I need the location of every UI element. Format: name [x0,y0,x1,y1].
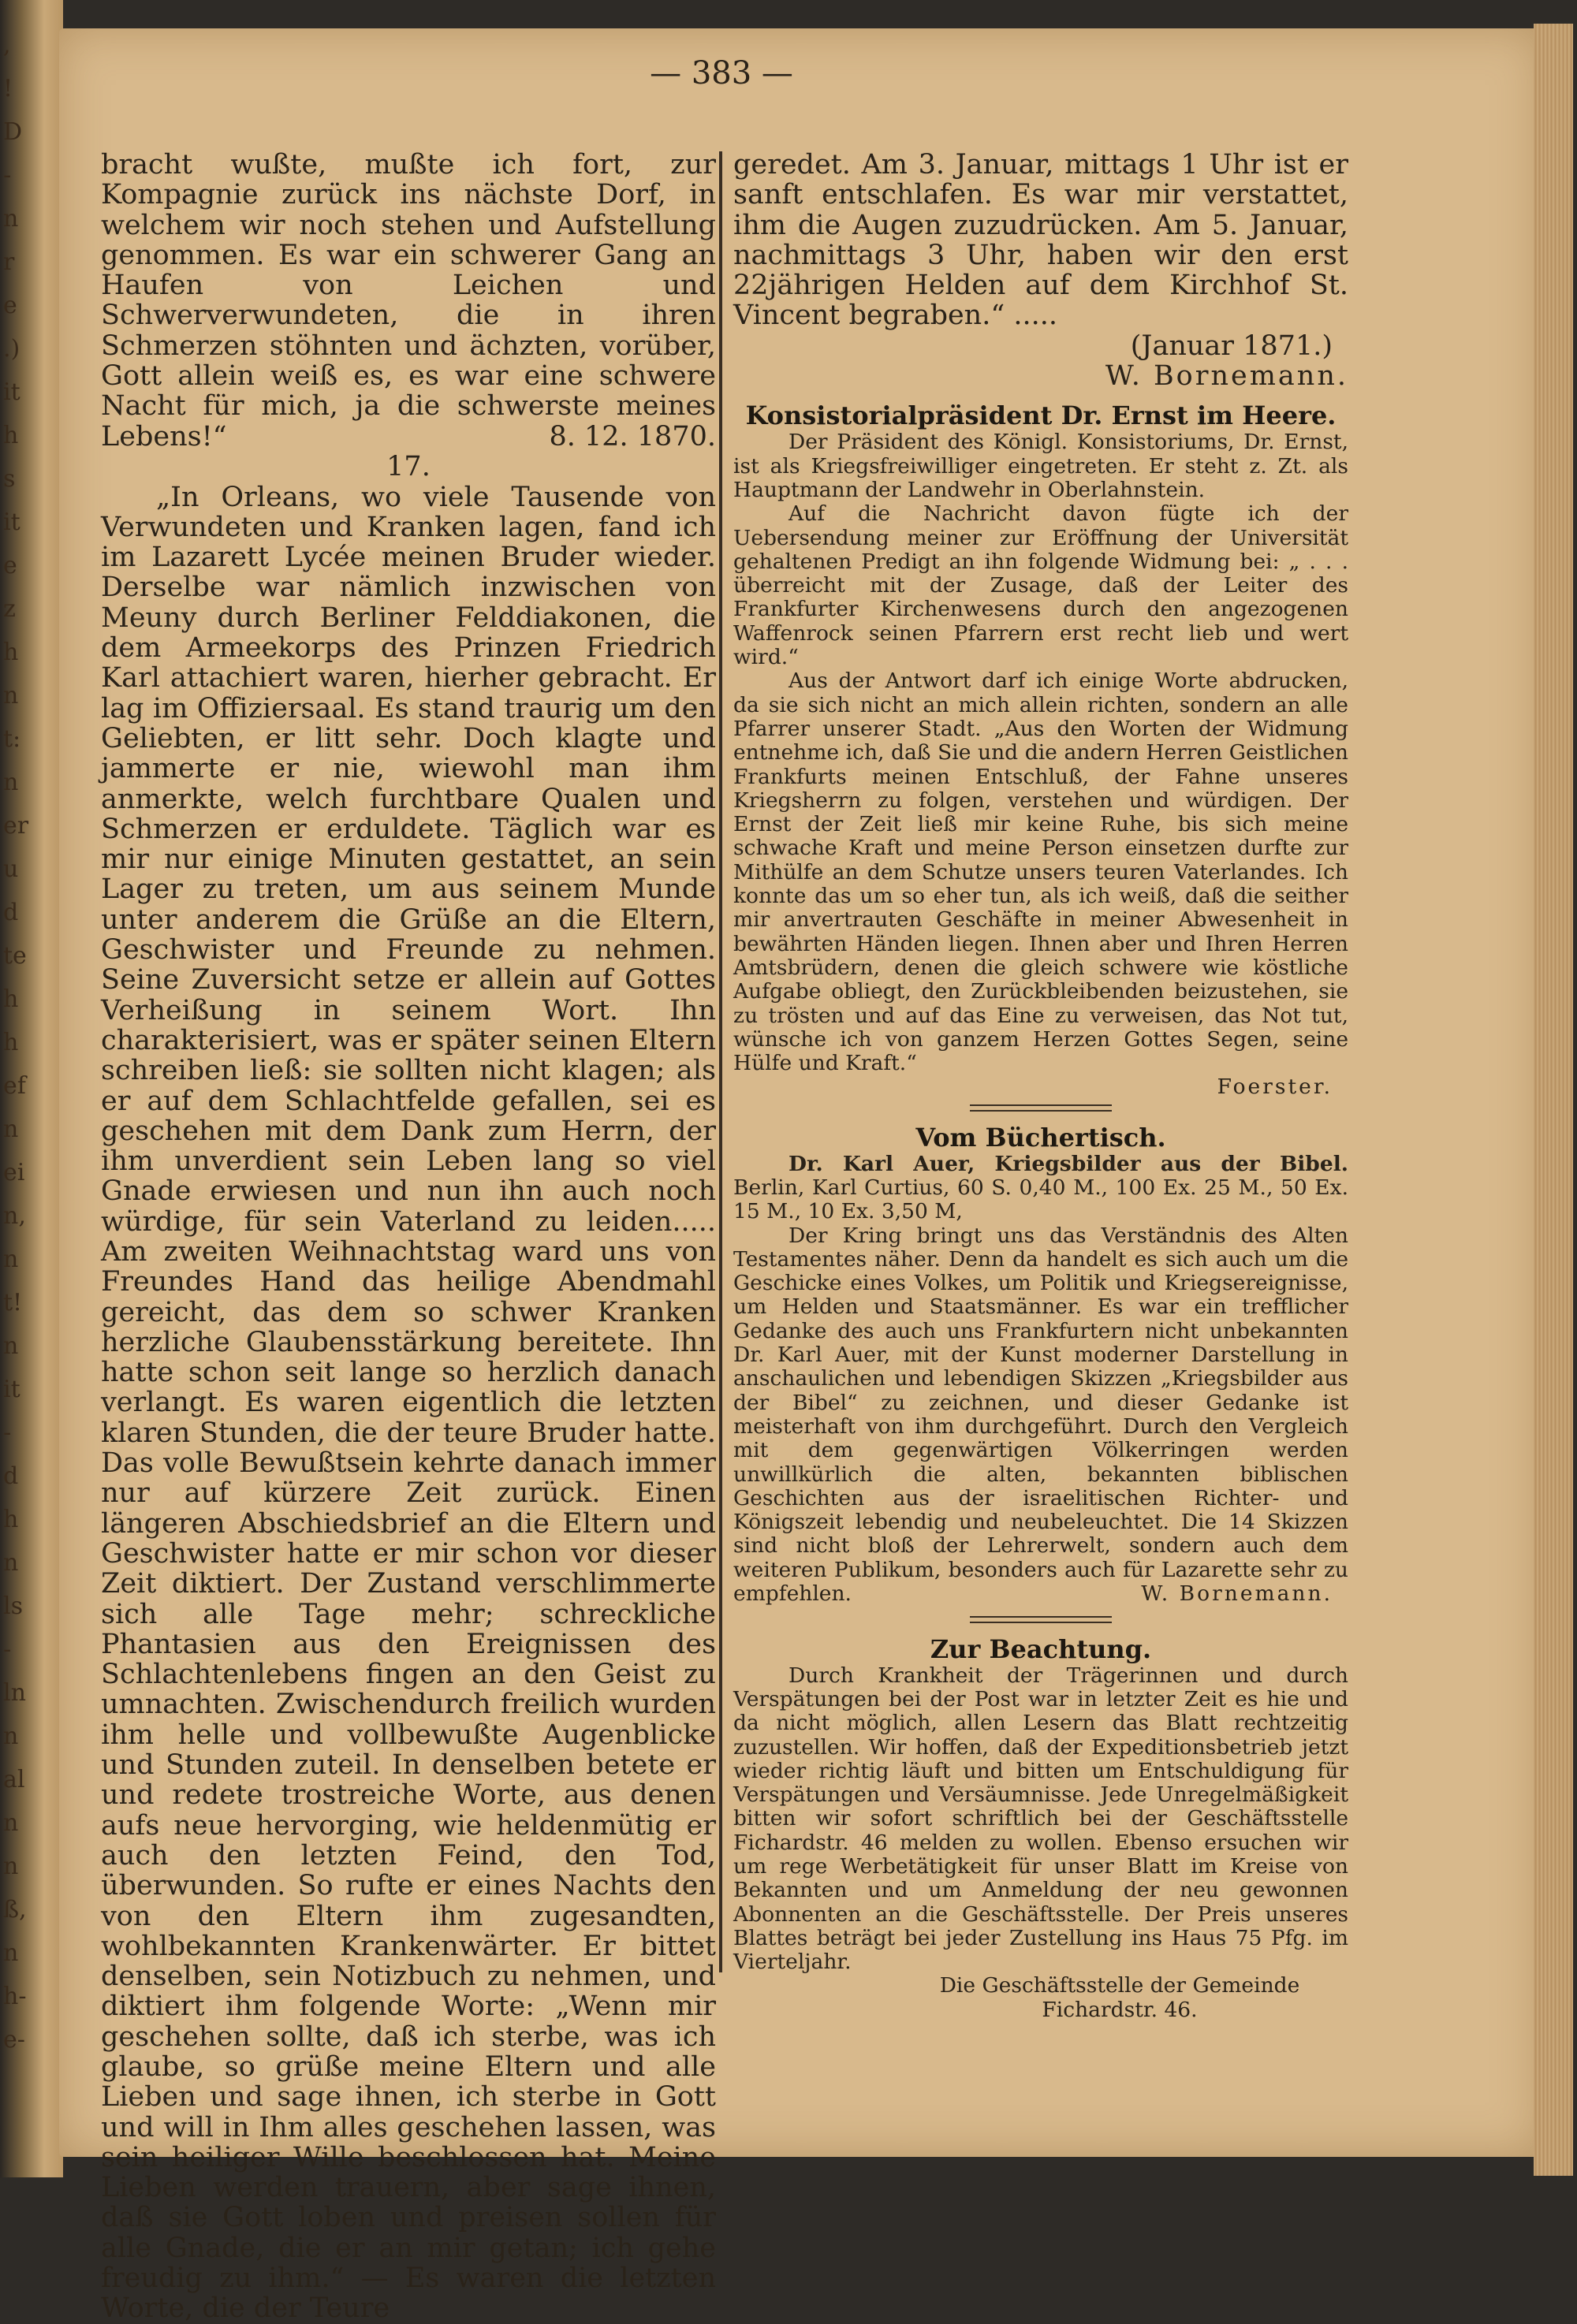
margin-fragment: ls [3,1592,23,1620]
section-number: 17. [386,451,431,483]
margin-fragment: ß, [3,1896,27,1924]
left-column [101,150,716,2324]
article-heading-buechertisch: Vom Büchertisch. [915,1122,1166,1153]
book-title-bold: Dr. Karl Auer, Kriegsbilder aus der Bibel. [788,1151,1348,1176]
margin-fragment: h [3,1506,19,1533]
margin-fragment: ei [3,1159,25,1186]
margin-fragment: , [3,32,11,59]
right-continuation: geredet. Am 3. Januar, mittags 1 Uhr ist er sanft entschlafen. Es war mir verstattet, ihm die Augen zuzudrücken. Am 5. Januar, nachmittags 3 Uhr, haben wir den erst 22jährigen Helden auf dem Kirchhof St. Vincent begraben.“ ..... [733,149,1348,332]
margin-fragment: r [3,248,15,276]
right-column [733,150,1348,2022]
margin-fragment: n [3,1723,19,1750]
column-divider [719,151,722,1972]
margin-fragment: s [3,465,16,493]
margin-fragment: h [3,422,19,449]
margin-fragment: t: [3,725,21,753]
margin-fragment: n [3,1939,19,1967]
right-date: (Januar 1871.) [1130,330,1333,362]
left-para-2: „In Orleans, wo viele Tausende von Verwundeten und Kranken lagen, fand ich im Lazarett Lycée meinen Bruder wieder. Derselbe war nämlich inzwischen von Meuny durch Berliner Felddiakonen, die dem Armeekorps des Prinzen Friedrich Karl attachiert waren, hierher gebracht. Er lag im Offiziersaal. Es stand traurig um den Geliebten, er litt sehr. Doch klagte und jammerte er nie, wiewohl man ihm anmerkte, welch furchtbare Qualen und Schmerzen er erduldete. Täglich war es mir nur einige Minuten gestattet, an sein Lager zu treten, um aus seinem Munde unter anderem die Grüße an die Eltern, Geschwister und Freunde zu nehmen. Seine Zuversicht setze er allein auf Gottes Verheißung in seinem Wort. Ihn charakterisiert, was er später seinen Eltern schreiben ließ: sie sollten nicht klagen; als er auf dem Schlachtfelde gefallen, sei es geschehen mit dem Dank zum Herrn, der ihm unverdient sein Leben lang so viel Gnade erwiesen und nun ihn auch noch würdige, für sein Vaterland zu leiden..... Am zweiten Weihnachtstag ward uns von Freundes Hand das heilige Abendmahl gereicht, das dem so schwer Kranken herzliche Glaubensstärkung bereitete. Ihn hatte schon seit lange so herzlich danach verlangt. Es waren eigentlich die letzten klaren Stunden, die der teure Bruder hatte. Das volle Bewußtsein kehrte danach immer nur auf kürzere Zeit zurück. Einen längeren Abschiedsbrief an die Eltern und Geschwister hatte er mir schon vor dieser Zeit diktiert. Der Zustand verschlimmerte sich alle Tage mehr; schreckliche Phantasien aus den Ereignissen des Schlachtenlebens fingen an den Geist zu umnachten. Zwischendurch freilich wurden ihm helle und vollbewußte Augenblicke und Stunden zuteil. In denselben betete er und redete trostreiche Worte, aus denen aufs neue hervorging, wie heldenmütig er auch den letzten Feind, den Tod, überwunden. So rufte er eines Nachts den von den Eltern ihm zugesandten, wohlbekannten Krankenwärter. Er bittet denselben, sein Notizbuch zu nehmen, und diktiert ihm folgende Worte: „Wenn mir geschehen sollte, daß ich sterbe, was ich glaube, so grüße meine Eltern und alle Lieben und sage ihnen, ich sterbe in Gott und will in Ihm alles geschehen lassen, was sein heiliger Wille beschlossen hat. Meine Lieben werden trauern, aber sage ihnen, daß sie Gott loben und preisen sollen für alle Gnade, die er an mir getan; ich gehe freudig zu ihm.“ — Es waren die letzten Worte, die der Teure [101,481,716,2324]
margin-fragment: er [3,812,29,840]
ernst-para-2: Auf die Nachricht davon fügte ich der Uebersendung meiner zur Eröffnung der Universität gehaltenen Predigt an ihn folgende Widmung bei: „ . . . überreicht mit der Zusage, daß der Leiter des Frankfurter Kirchenwesens durch den angezogenen Waffenrock seinen Pfarrern erst recht lieb und wert wird.“ [733,501,1348,670]
margin-fragment: ! [3,75,13,102]
margin-fragment: n [3,1809,19,1837]
margin-fragment: n [3,682,19,709]
ernst-para-1: Der Präsident des Königl. Konsistoriums, Dr. Ernst, ist als Kriegsfreiwilliger eingetreten. Er steht z. Zt. als Hauptmann der Landwehr in Oberlahnstein. [733,430,1348,502]
margin-fragment: - [3,1419,12,1447]
margin-fragment: h [3,1029,19,1056]
margin-fragment: D [3,118,23,146]
facing-page-edge [0,32,49,2160]
margin-fragment: t! [3,1289,23,1317]
margin-fragment: n [3,205,19,233]
margin-fragment: n, [3,1202,26,1230]
margin-fragment: al [3,1766,25,1793]
margin-fragment: e [3,292,17,319]
book-title [733,1153,1348,1224]
book-details: Berlin, Karl Curtius, 60 S. 0,40 M., 100 Ex. 25 M., 50 Ex. 15 M., 10 Ex. 3,50 M, [733,1175,1348,1224]
margin-fragment: u [3,855,19,883]
right-signature: W. Bornemann. [1105,360,1348,393]
margin-fragment: h [3,639,19,666]
book-review: Der Kring bringt uns das Verständnis des Alten Testamentes näher. Denn da handelt es sich auch um die Geschicke eines Volkes, um Politik und Kriegsereignisse, um Helden und Staatsmänner. Es war ein trefflicher Gedanke des auch uns Frankfurtern nicht unbekannten Dr. Karl Auer, mit der Kunst moderner Darstellung in anschaulichen und lebendigen Skizzen „Kriegsbilder aus der Bibel“ zu zeichnen, und dieser Gedanke ist meisterhaft von ihm durchgeführt. Durch den Vergleich mit dem gegenwärtigen Völkerringen werden unwillkürlich die alten, bekannten biblischen Geschichten aus der israelitischen Richter- und Königszeit lebendig und neubeleuchtet. Die 14 Skizzen sind nicht bloß der Lehrerwelt, sondern auch dem weiteren Publikum, besonders auch für Lazarette sehr zu empfehlen. [733,1223,1348,1607]
margin-fragment: it [3,508,21,536]
margin-fragment: te [3,942,27,970]
margin-fragment: n [3,1853,19,1880]
margin-fragment: .) [3,335,21,363]
page-edges [1534,24,1573,2176]
margin-fragment: n [3,769,19,796]
divider-rule [970,1104,1112,1112]
margin-fragment: it [3,378,21,406]
margin-fragment: d [3,899,19,926]
divider-rule [970,1616,1112,1623]
margin-fragment: ef [3,1072,26,1100]
left-date: 8. 12. 1870. [549,420,716,453]
margin-fragment: ln [3,1679,26,1707]
margin-fragment: n [3,1246,19,1273]
margin-fragment: h [3,985,19,1013]
margin-fragment: - [3,1636,12,1663]
ernst-para-3: Aus der Antwort darf ich einige Worte abdrucken, da sie sich nicht an mich allein richten, sondern an alle Pfarrer unserer Stadt. „Aus den Worten der Widmung entnehme ich, daß Sie und die andern Herren Geistlichen Frankfurts meinen Entschluß, der Fahne unseres Kriegsherrn zu folgen, verstehen und würdigen. Der Ernst der Zeit ließ mir keine Ruhe, bis sich meine schwache Kraft und meine Person einsetzen durfte zur Mithülfe an dem Schutze unsers teuren Vaterlandes. Ich konnte das um so eher tun, als ich weiß, daß die seither mir anvertrauten Geschäfte in meiner Abwesenheit in bewährten Händen liegen. Ihnen aber und Ihren Herren Amtsbrüdern, denen die gleich schwere wie köstliche Aufgabe obliegt, den Zurückbleibenden beizustehen, sie zu trösten und auf das Eine zu verweisen, das Not tut, wünsche ich von ganzem Herzen Gottes Segen, seine Hülfe und Kraft.“ [733,669,1348,1076]
margin-fragment: e- [3,2026,25,2054]
margin-fragment: n [3,1332,19,1360]
margin-fragment: it [3,1376,21,1403]
margin-fragment: h- [3,1983,27,2010]
page-number: — 383 — [650,55,793,91]
article-heading-beachtung: Zur Beachtung. [930,1633,1152,1664]
beachtung-sign-1: Die Geschäftsstelle der Gemeinde [939,1973,1300,1998]
ernst-signature: Foerster. [1217,1074,1333,1100]
margin-fragment: d [3,1462,19,1490]
margin-fragment: z [3,595,16,623]
beachtung-para: Durch Krankheit der Trägerinnen und durch Verspätungen bei der Post war in letzter Zeit es hie und da nicht möglich, allen Lesern das Blatt rechtzeitig zuzustellen. Wir hoffen, daß der Expeditionsbetrieb jetzt wieder richtig läuft und bitten um Entschuldigung für Verspätungen und Versäumnisse. Jede Unregelmäßigkeit bitten wir sofort schriftlich bei der Geschäftsstelle Fichardstr. 46 melden zu wollen. Ebenso ersuchen wir um rege Werbetätigkeit für unser Blatt im Kreise von Bekannten und um Anmeldung der neu gewonnen Abonnenten an die Geschäftsstelle. Der Preis unseres Blattes beträgt bei jeder Zustellung ins Haus 75 Pfg. im Vierteljahr. [733,1663,1348,1975]
book-signature: W. Bornemann. [1141,1581,1333,1607]
margin-fragment: n [3,1549,19,1577]
margin-fragment: e [3,552,17,579]
margin-fragment: - [3,162,12,189]
beachtung-sign-2: Fichardstr. 46. [1042,1997,1198,2022]
margin-fragment: n [3,1115,19,1143]
article-heading-ernst: Konsistorialpräsident Dr. Ernst im Heere. [745,400,1337,431]
left-para-1: bracht wußte, mußte ich fort, zur Kompagnie zurück ins nächste Dorf, in welchem wir noch stehen und Aufstellung genommen. Es war ein schwerer Gang an Haufen von Leichen und Schwerverwundeten, die in ihren Schmerzen stöhnten und ächzten, vorüber, Gott allein weiß es, es war eine schwere Nacht für mich, ja die schwerste meines Lebens!“ [101,149,716,453]
